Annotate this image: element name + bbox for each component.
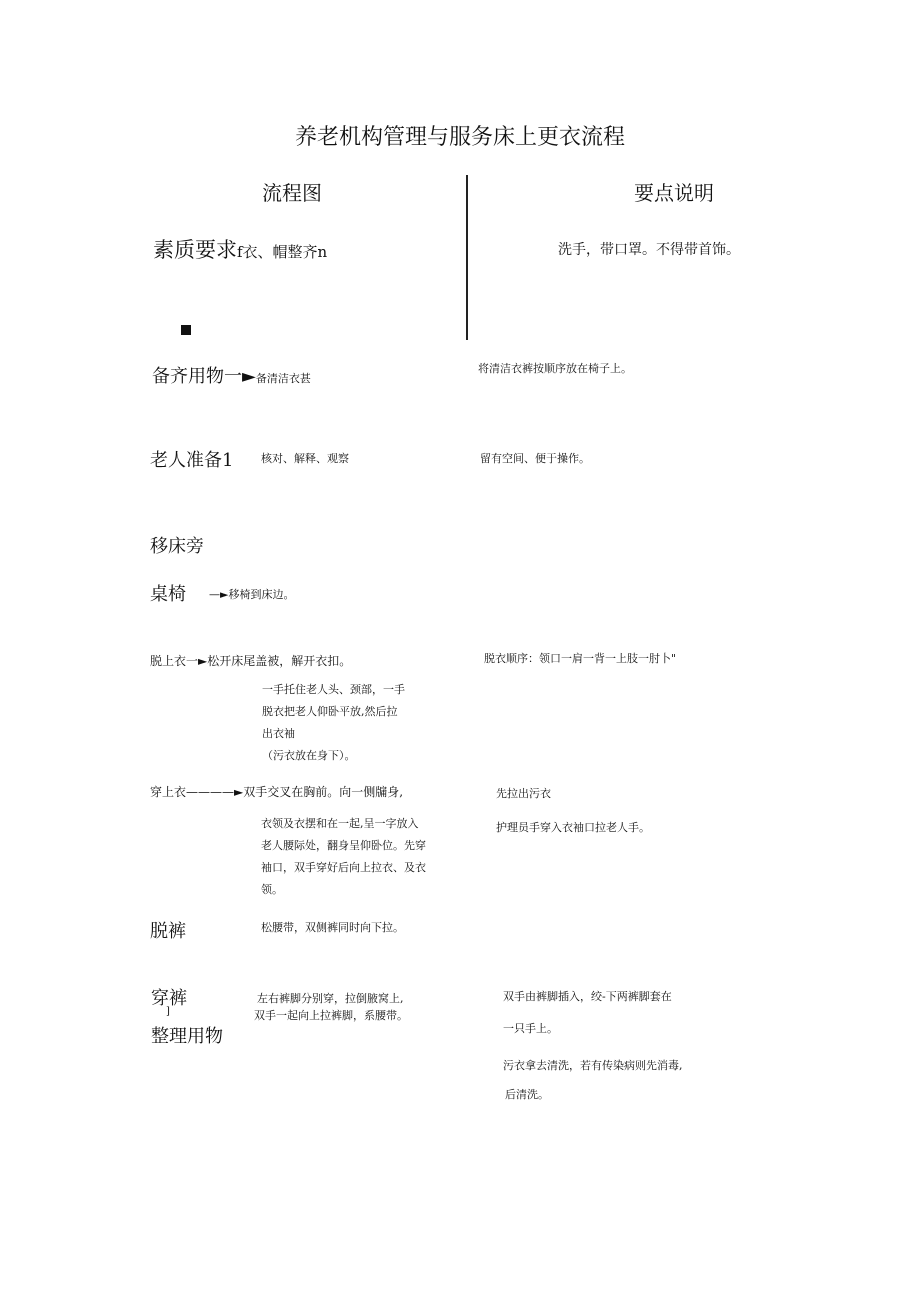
step-dress-pants-head: 穿裤 [151, 988, 187, 1009]
step-tidy-head: 整理用物 [151, 1026, 223, 1047]
page-title: 养老机构管理与服务床上更衣流程 [294, 125, 625, 150]
step-dress-pants-line1: 左右裤脚分别穿，拉倒腋窝上, [257, 992, 404, 1005]
step-undress-top-note: 脱衣顺序：领口一肩一背一上肢一肘卜" [484, 652, 677, 665]
step-tidy-note2: 后清洗。 [505, 1088, 549, 1101]
step-dress-top-head: 穿上衣————►双手交叉在胸前。向一侧牖身, [150, 785, 404, 799]
step-dress-pants-bracket: ] [166, 1006, 170, 1017]
step-dress-top-note1: 先拉出污衣 [496, 787, 551, 800]
points-column-header: 要点说明 [634, 181, 714, 205]
step-dress-top-note2: 护理员手穿入衣袖口拉老人手。 [496, 821, 650, 834]
step-elder-sub: 核对、解释、观察 [261, 452, 349, 465]
detail-line: （污衣放在身下）。 [262, 749, 356, 762]
step-prepare-sub: 备清洁衣甚 [255, 372, 311, 385]
step-undress-top-head: 脱上衣一►松开床尾盖被，解开衣扣。 [150, 654, 352, 668]
bullet-square [181, 325, 191, 335]
detail-line: 袖口，双手穿好后向上拉衣、及衣 [261, 861, 426, 874]
step-dress-pants-line2: 双手一起向上拉裤脚，系腰带。 [254, 1009, 408, 1022]
step-quality-sub: f衣、帽整齐n [237, 243, 328, 261]
detail-line: 领。 [261, 883, 283, 896]
step-prepare [152, 362, 311, 388]
step-undress-pants-sub: 松腰带，双侧裤同时向下拉。 [261, 921, 404, 934]
step-quality-note: 洗手，带口罩。不得带首饰。 [558, 242, 740, 258]
step-tidy-note1: 污衣拿去清洗，若有传染病则先消毒, [503, 1059, 683, 1072]
step-elder-note: 留有空间、便于操作。 [480, 452, 590, 465]
step-undress-top-detail [262, 679, 405, 767]
step-undress-pants-head: 脱裤 [150, 921, 186, 942]
detail-line: 脱衣把老人仰卧平放,然后拉 [262, 705, 398, 718]
detail-line: 出衣袖 [262, 727, 295, 740]
flow-column-header: 流程图 [262, 181, 322, 205]
step-dress-top-detail [261, 813, 426, 901]
step-quality-head: 素质要求 [153, 238, 237, 262]
step-elder-head: 老人准备1 [150, 450, 234, 471]
step-move-head2: 桌椅 [150, 584, 186, 605]
detail-line: 衣领及衣摆和在一起,呈一字放入 [261, 817, 419, 830]
step-dress-pants-note2: 一只手上。 [503, 1022, 558, 1035]
detail-line: 一手托住老人头、颈部，一手 [262, 683, 405, 696]
step-dress-pants-note1: 双手由裤脚插入，绞-下两裤脚套在 [503, 990, 672, 1003]
column-divider [466, 175, 468, 340]
step-quality [153, 234, 327, 264]
step-prepare-head: 备齐用物一► [152, 366, 256, 387]
detail-line: 老人腰际处，翻身呈仰卧位。先穿 [261, 839, 426, 852]
step-move-arrow: —►移椅到床边。 [209, 588, 295, 601]
step-prepare-note: 将清洁衣裤按顺序放在椅子上。 [478, 362, 632, 375]
step-move-head: 移床旁 [150, 536, 204, 557]
